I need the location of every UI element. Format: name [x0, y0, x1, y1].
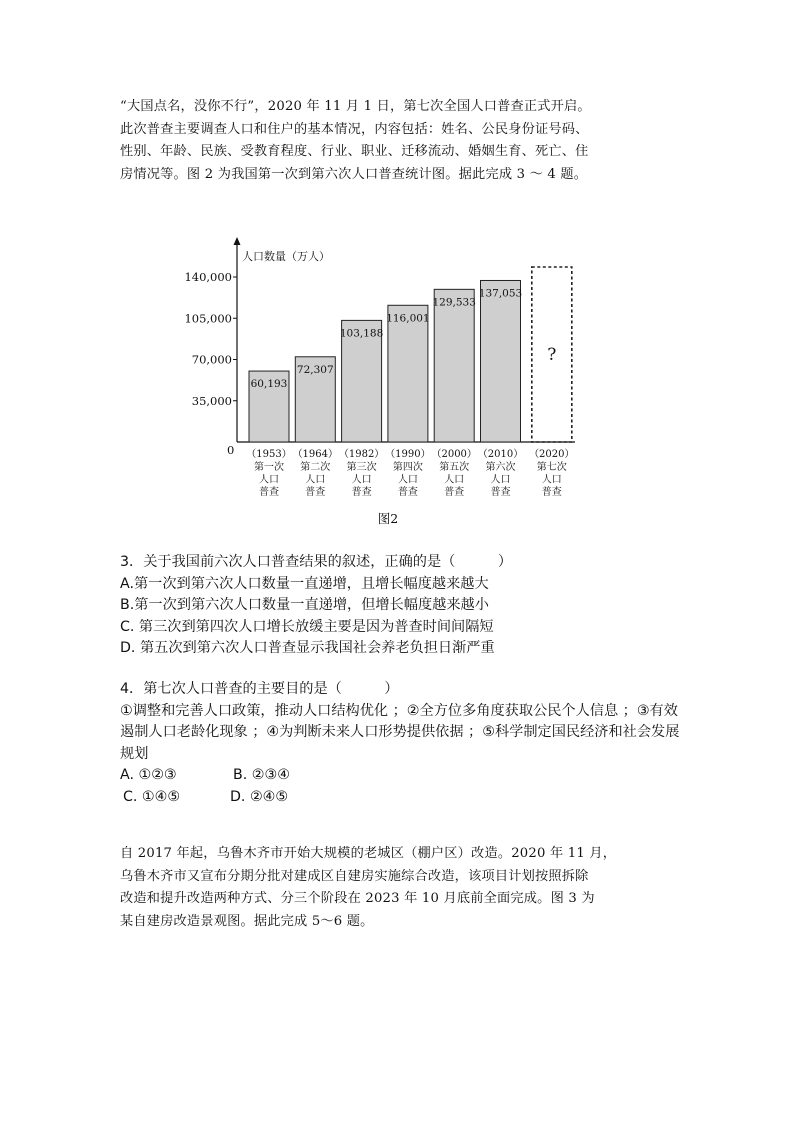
category-name-label: 人口	[444, 474, 465, 486]
option-a: A. ①②③	[120, 767, 177, 783]
category-year-label: （1964）	[292, 449, 339, 460]
bar-value-label: 129,533	[432, 296, 476, 309]
category-name-label: 普查	[259, 487, 279, 498]
figure-caption: 图2	[377, 511, 399, 526]
y-tick-label: 0	[227, 443, 235, 457]
census-bar-chart	[175, 232, 595, 532]
bar	[434, 289, 474, 442]
text-line: 乌鲁木齐市又宣布分期分批对建成区自建房实施综合改造，该项目计划按照拆除	[120, 868, 589, 884]
category-name-label: 第一次	[254, 462, 284, 473]
question-4	[120, 679, 680, 808]
intro-paragraph-2	[120, 843, 680, 933]
text-line: 某自建房改造景观图。据此完成 5～6 题。	[120, 913, 374, 929]
category-name-label: 人口	[397, 474, 418, 486]
bar	[388, 305, 428, 442]
category-year-label: （1990）	[385, 449, 431, 460]
option-d: D. 第五次到第六次人口普查显示我国社会养老负担日渐严重	[120, 640, 495, 656]
question-body: ①调整和完善人口政策，推动人口结构优化 ；②全方位多角度获取公民个人信息 ；③有效遏制人口老龄化现象 ；④为判断未来人口形势提供依据 ；⑤科学制定国民经济和社会发展规划	[120, 702, 680, 762]
y-axis-label: 人口数量（万人）	[242, 250, 330, 263]
option-c: C. 第三次到第四次人口增长放缓主要是因为普查时间间隔短	[120, 618, 494, 635]
question-stem: 3．关于我国前六次人口普查结果的叙述，正确的是（ ）	[120, 554, 513, 570]
bar-value-label: 60,193	[250, 378, 288, 391]
y-tick-label: 70,000	[191, 352, 232, 367]
text-line: 房情况等。图 2 为我国第一次到第六次人口普查统计图。据此完成 3 ～ 4 题。	[120, 166, 588, 182]
bar-value-label: 116,001	[386, 312, 430, 325]
option-d: D. ②④⑤	[230, 788, 289, 805]
option-row-1	[120, 765, 680, 787]
intro-paragraph-1	[120, 96, 680, 186]
text-line: 性别、年龄、民族、受教育程度、行业、职业、迁移流动、婚姻生育、死亡、住	[120, 144, 589, 159]
category-name-label: 人口	[259, 474, 279, 486]
text-line: “大国点名，没你不行”，2020 年 11 月 1 日，第七次全国人口普查正式开启。	[120, 99, 591, 114]
option-b: B.第一次到第六次人口数量一直递增，但增长幅度越来越小	[120, 597, 489, 613]
category-name-label: 人口	[305, 474, 326, 486]
chart-bars	[249, 267, 572, 442]
category-name-label: 人口	[541, 474, 562, 486]
category-name-label: 普查	[541, 487, 562, 498]
text-line: 自 2017 年起，乌鲁木齐市开始大规模的老城区（棚户区）改造。2020 年 11 月，	[120, 846, 617, 861]
category-name-label: 第三次	[346, 462, 377, 473]
category-name-label: 普查	[351, 487, 372, 498]
text-line: 此次普查主要调查人口和住户的基本情况，内容包括：姓名、公民身份证号码、	[120, 121, 589, 137]
option-b: B. ②③④	[233, 767, 290, 783]
question-3	[120, 552, 680, 660]
bar-value-label: ?	[547, 345, 557, 365]
bar-value-label: 137,053	[478, 287, 523, 300]
bar-value-label: 72,307	[296, 363, 334, 376]
y-tick-label: 35,000	[191, 393, 232, 408]
question-stem: 4．第七次人口普查的主要目的是（ ）	[120, 681, 399, 697]
category-year-label: （2010）	[477, 449, 524, 460]
category-year-label: （1953）	[246, 449, 292, 460]
category-name-label: 第五次	[439, 462, 470, 473]
category-name-label: 第二次	[300, 462, 331, 473]
y-tick-label: 105,000	[184, 311, 232, 326]
bar-value-label: 103,188	[339, 327, 384, 340]
option-a: A.第一次到第六次人口数量一直递增，且增长幅度越来越大	[120, 575, 489, 592]
option-c: C. ①④⑤	[123, 788, 181, 805]
category-year-label: （1982）	[338, 449, 385, 460]
category-name-label: 普查	[305, 487, 326, 498]
category-name-label: 第六次	[485, 462, 516, 473]
text-line: 改造和提升改造两种方式、分三个阶段在 2023 年 10 月底前全面完成。图 3 为	[120, 891, 595, 906]
option-row-2	[120, 787, 680, 809]
category-year-label: （2020）	[529, 449, 575, 460]
bar	[478, 280, 523, 442]
category-name-label: 人口	[490, 474, 511, 486]
category-year-label: （2000）	[431, 449, 477, 460]
y-axis-arrow	[234, 237, 241, 245]
category-name-label: 普查	[444, 487, 465, 498]
category-name-label: 第四次	[392, 462, 423, 473]
y-tick-label: 140,000	[184, 270, 232, 284]
category-name-label: 普查	[490, 487, 511, 498]
category-name-label: 人口	[351, 474, 372, 486]
category-name-label: 第七次	[536, 462, 567, 473]
category-name-label: 普查	[397, 487, 418, 498]
